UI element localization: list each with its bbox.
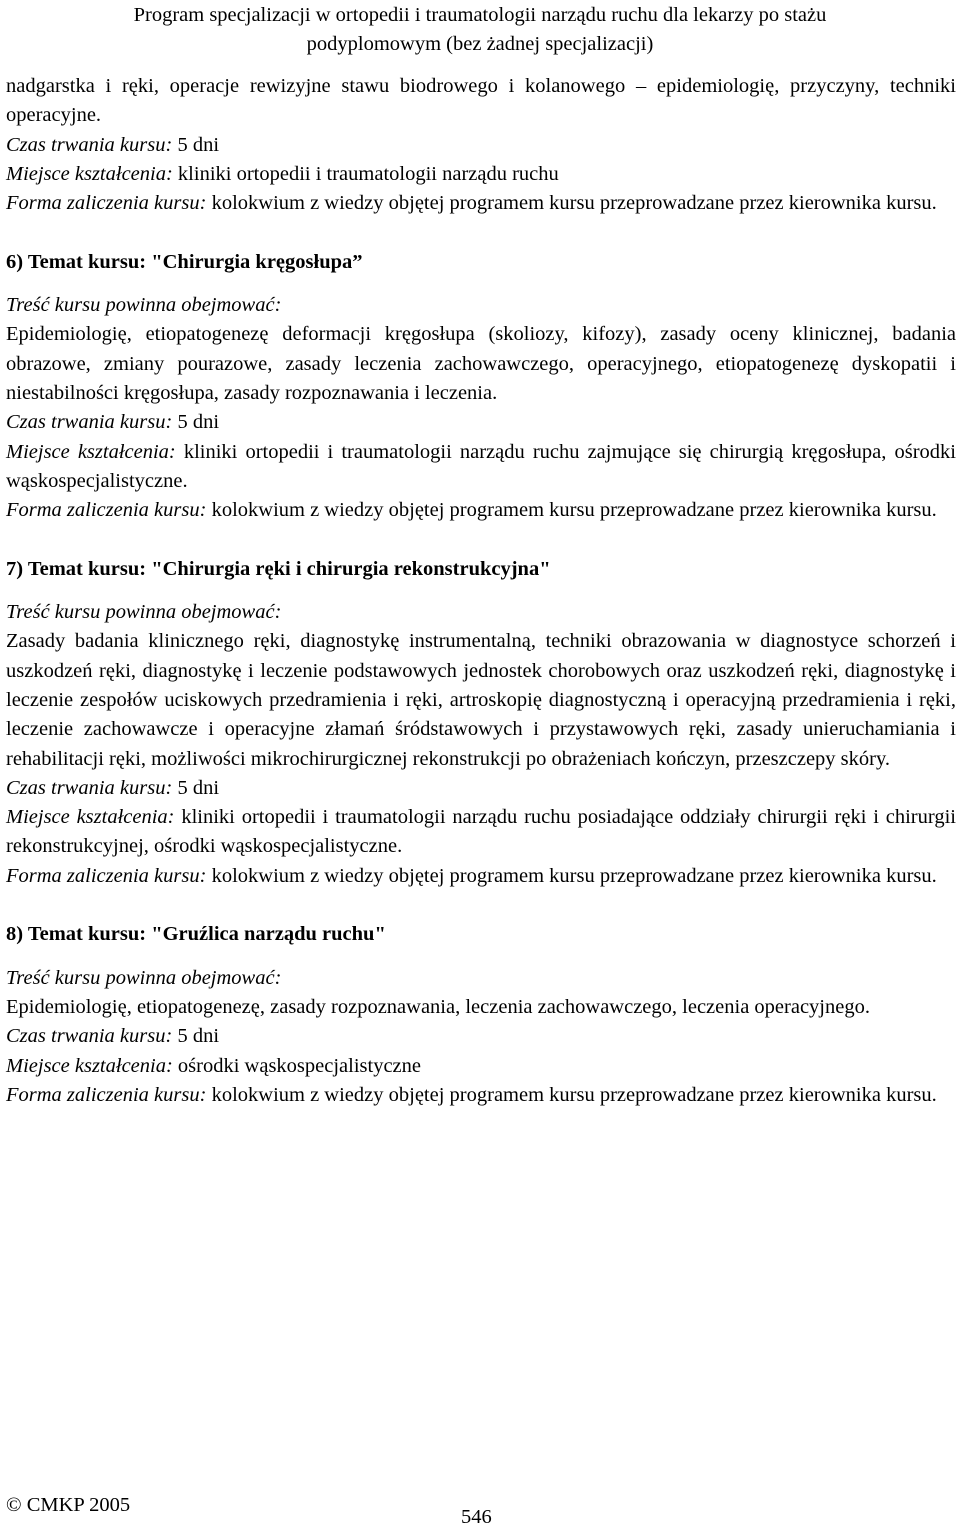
section-7 [6, 555, 956, 891]
page-number: 546 [461, 1506, 492, 1528]
place-value: kliniki ortopedii i traumatologii narządu ruchu zajmujące się chirurgią kręgosłupa, ośrodki wąskospecjalistyczne. [6, 440, 956, 492]
intro-duration [6, 131, 956, 160]
place-label: Miejsce kształcenia: [6, 806, 175, 829]
form-value: kolokwium z wiedzy objętej programem kursu przeprowadzane przez kierownika kursu. [206, 499, 937, 522]
form-label: Forma zaliczenia kursu: [6, 499, 207, 522]
duration-label: Czas trwania kursu: [6, 1025, 173, 1048]
form-value: kolokwium z wiedzy objętej programem kursu przeprowadzane przez kierownika kursu. [206, 864, 937, 887]
section-title: 8) Temat kursu: "Gruźlica narządu ruchu" [6, 923, 386, 946]
section-place [6, 803, 956, 862]
form-label: Forma zaliczenia kursu: [6, 1083, 207, 1106]
section-duration [6, 408, 956, 437]
place-label: Miejsce kształcenia: [6, 1054, 173, 1077]
section-6 [6, 248, 956, 526]
duration-label: Czas trwania kursu: [6, 776, 173, 799]
place-value: kliniki ortopedii i traumatologii narządu ruchu [172, 162, 559, 185]
footer-copyright: © CMKP 2005 [6, 1494, 131, 1516]
header-line-2: podyplomowym (bez żadnej specjalizacji) [306, 33, 654, 55]
content-label: Treść kursu powinna obejmować: [6, 601, 282, 624]
spacer [6, 950, 956, 964]
section-place [6, 438, 956, 497]
spacer [6, 891, 956, 920]
place-label: Miejsce kształcenia: [6, 440, 176, 463]
section-title: 7) Temat kursu: "Chirurgia ręki i chirurgia rekonstrukcyjna" [6, 557, 551, 580]
place-label: Miejsce kształcenia: [6, 162, 173, 185]
section-place [6, 1052, 956, 1081]
duration-label: Czas trwania kursu: [6, 133, 173, 156]
duration-value: 5 dni [172, 411, 220, 434]
section-form [6, 496, 956, 525]
spacer [6, 277, 956, 291]
intro-form [6, 189, 956, 218]
section-content: Zasady badania klinicznego ręki, diagnostykę instrumentalną, techniki obrazowania w diagnostyce schorzeń i uszkodzeń ręki, diagnostykę i leczenie podstawowych jednostek chorobowych oraz uszkodzeń ręki, diagnostykę i leczenie zespołów uciskowych przedramienia i ręki, artroskopię diagnostyczną i operacyjną przedramienia i ręki, leczenie zachowawcze i operacyjne złamań śródstawowych i przystawowych ręki, zasady unieruchamiania i rehabilitacji ręki, możliwości mikrochirurgicznej rekonstrukcji po obrażeniach kończyn, przeszczepy skóry. [6, 630, 956, 770]
form-label: Forma zaliczenia kursu: [6, 192, 207, 215]
section-form [6, 1081, 956, 1110]
section-form [6, 862, 956, 891]
place-value: ośrodki wąskospecjalistyczne [172, 1054, 422, 1077]
spacer [6, 525, 956, 554]
spacer [6, 584, 956, 598]
section-duration [6, 1022, 956, 1051]
page-header [0, 0, 960, 59]
intro-place [6, 160, 956, 189]
section-content: Epidemiologię, etiopatogenezę, zasady rozpoznawania, leczenia zachowawczego, leczenia operacyjnego. [6, 995, 870, 1018]
header-line-1: Program specjalizacji w ortopedii i traumatologii narządu ruchu dla lekarzy po stażu [133, 4, 827, 26]
form-value: kolokwium z wiedzy objętej programem kursu przeprowadzane przez kierownika kursu. [206, 1083, 937, 1106]
place-value: kliniki ortopedii i traumatologii narządu ruchu posiadające oddziały chirurgii ręki i chirurgii rekonstrukcyjnej, ośrodki wąskospecjalistyczne. [6, 806, 956, 858]
duration-value: 5 dni [172, 776, 220, 799]
form-value: kolokwium z wiedzy objętej programem kursu przeprowadzane przez kierownika kursu. [206, 192, 937, 215]
content-label: Treść kursu powinna obejmować: [6, 966, 282, 989]
form-label: Forma zaliczenia kursu: [6, 864, 207, 887]
spacer [6, 218, 956, 247]
section-duration [6, 774, 956, 803]
content-label: Treść kursu powinna obejmować: [6, 294, 282, 317]
duration-value: 5 dni [172, 1025, 220, 1048]
section-8 [6, 920, 956, 1110]
duration-label: Czas trwania kursu: [6, 411, 173, 434]
section-content: Epidemiologię, etiopatogenezę deformacji kręgosłupa (skoliozy, kifozy), zasady oceny klinicznej, badania obrazowe, zmiany pourazowe, zasady leczenia zachowawczego, operacyjnego, etiopatogenezę dyskopatii i niestabilności kręgosłupa, zasady rozpoznawania i leczenia. [6, 323, 956, 404]
duration-value: 5 dni [172, 133, 220, 156]
page-content [6, 72, 956, 1110]
intro-block [6, 72, 956, 218]
intro-text: nadgarstka i ręki, operacje rewizyjne stawu biodrowego i kolanowego – epidemiologię, przyczyny, techniki operacyjne. [6, 75, 956, 127]
section-title: 6) Temat kursu: "Chirurgia kręgosłupa” [6, 250, 363, 273]
